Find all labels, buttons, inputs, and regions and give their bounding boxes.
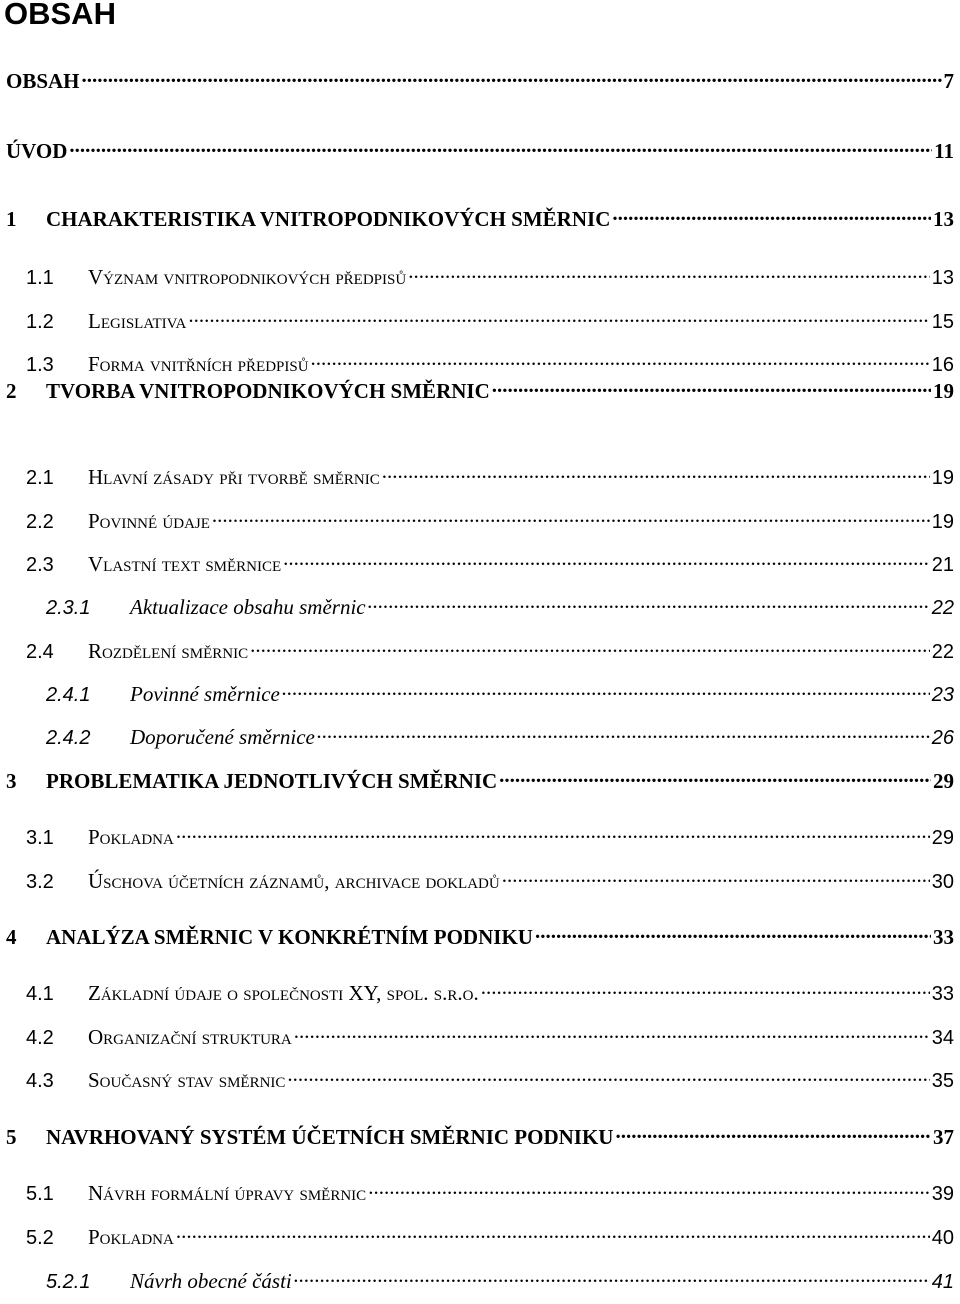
- toc-entry-number: 2.1: [26, 467, 54, 490]
- toc-entry-title: Návrh formální úpravy směrnic: [88, 1181, 367, 1206]
- toc-entry-chapter-2[interactable]: [0, 376, 960, 404]
- toc-entry-chapter-3[interactable]: [0, 766, 960, 794]
- toc-entry-subsection-2-4-1[interactable]: [0, 679, 960, 707]
- dot-leader: [612, 204, 931, 226]
- toc-entry-title: Legislativa: [88, 309, 187, 334]
- toc-entry-section-5-1[interactable]: [0, 1178, 960, 1206]
- toc-entry-number: 3: [6, 769, 17, 794]
- toc-entry-title: Návrh obecné části: [130, 1269, 292, 1294]
- toc-entry-subsection-5-2-1[interactable]: [0, 1266, 960, 1294]
- dot-leader: [188, 306, 929, 328]
- toc-entry-page: 40: [931, 1227, 954, 1250]
- toc-entry-number: 5.2.1: [46, 1271, 91, 1294]
- toc-entry-page: 29: [931, 827, 954, 850]
- toc-entry-title: Rozdělení směrnic: [88, 639, 249, 664]
- toc-entry-number: 4: [6, 925, 17, 950]
- toc-entry-page: 41: [931, 1271, 954, 1294]
- toc-entry-title: OBSAH: [6, 69, 80, 94]
- toc-entry-page: 39: [931, 1183, 954, 1206]
- toc-entry-section-2-1[interactable]: [0, 462, 960, 490]
- dot-leader: [176, 822, 930, 844]
- toc-entry-page: 16: [931, 354, 954, 377]
- dot-leader: [212, 506, 930, 528]
- dot-leader: [502, 866, 930, 888]
- dot-leader: [294, 1022, 930, 1044]
- toc-entry-number: 1.3: [26, 354, 54, 377]
- toc-entry-title: Doporučené směrnice: [130, 725, 315, 750]
- toc-entry-number: 2.2: [26, 511, 54, 534]
- toc-entry-page: 34: [931, 1027, 954, 1050]
- toc-entry-page: 33: [931, 983, 954, 1006]
- toc-entry-title: Význam vnitropodnikových předpisů: [88, 265, 407, 290]
- toc-entry-title: Organizační struktura: [88, 1025, 292, 1050]
- toc-entry-page: 22: [931, 641, 954, 664]
- toc-entry-page: 35: [931, 1070, 954, 1093]
- toc-entry-number: 1: [6, 207, 17, 232]
- toc-entry-title: Úschova účetních záznamů, archivace dokladů: [88, 869, 500, 894]
- toc-entry-chapter-5[interactable]: [0, 1122, 960, 1150]
- dot-leader: [535, 922, 931, 944]
- toc-entry-number: 4.2: [26, 1027, 54, 1050]
- toc-entry-page: 13: [931, 267, 954, 290]
- toc-entry-section-1-1[interactable]: [0, 262, 960, 290]
- dot-leader: [294, 1266, 930, 1288]
- toc-entry-section-2-4[interactable]: [0, 636, 960, 664]
- toc-entry-page: 11: [934, 139, 954, 164]
- toc-entry-number: 3.2: [26, 871, 54, 894]
- toc-entry-title: Forma vnitřních předpisů: [88, 352, 309, 377]
- toc-entry-page: 7: [943, 69, 954, 94]
- toc-entry-section-4-3[interactable]: [0, 1065, 960, 1093]
- toc-entry-section-3-1[interactable]: [0, 822, 960, 850]
- toc-entry-title: PROBLEMATIKA JEDNOTLIVÝCH SMĚRNIC: [46, 769, 498, 794]
- toc-entry-title: ANALÝZA SMĚRNIC V KONKRÉTNÍM PODNIKU: [46, 925, 533, 950]
- toc-entry-page: 19: [933, 379, 954, 404]
- toc-entry-number: 5: [6, 1125, 17, 1150]
- toc-entry-title: NAVRHOVANÝ SYSTÉM ÚČETNÍCH SMĚRNIC PODNIKU: [46, 1125, 614, 1150]
- toc-entry-page: 19: [931, 511, 954, 534]
- toc-entry-chapter-1[interactable]: [0, 204, 960, 232]
- toc-entry-number: 2: [6, 379, 17, 404]
- toc-entry-page: 37: [933, 1125, 954, 1150]
- toc-entry-subsection-2-3-1[interactable]: [0, 592, 960, 620]
- dot-leader: [317, 722, 930, 744]
- dot-leader: [382, 462, 930, 484]
- toc-entry-title: ÚVOD: [6, 139, 68, 164]
- toc-entry-page: 26: [931, 727, 954, 750]
- dot-leader: [492, 376, 931, 398]
- toc-entry-page: 21: [931, 554, 954, 577]
- toc-entry-number: 2.4: [26, 641, 54, 664]
- toc-entry-number: 1.2: [26, 311, 54, 334]
- toc-entry-uvod[interactable]: [0, 136, 960, 164]
- toc-entry-title: Pokladna: [88, 825, 174, 850]
- toc-entry-section-2-2[interactable]: [0, 506, 960, 534]
- toc-entry-number: 5.1: [26, 1183, 54, 1206]
- toc-entry-title: Současný stav směrnic: [88, 1068, 286, 1093]
- toc-entry-page: 15: [931, 311, 954, 334]
- toc-entry-title: Povinné údaje: [88, 509, 210, 534]
- dot-leader: [481, 978, 930, 1000]
- toc-entry-number: 5.2: [26, 1227, 54, 1250]
- toc-entry-title: Vlastní text směrnice: [88, 552, 282, 577]
- dot-leader: [176, 1222, 930, 1244]
- toc-entry-section-1-3[interactable]: [0, 349, 960, 377]
- toc-entry-title: TVORBA VNITROPODNIKOVÝCH SMĚRNIC: [46, 379, 490, 404]
- toc-entry-page: 22: [931, 597, 954, 620]
- toc-entry-number: 1.1: [26, 267, 54, 290]
- dot-leader: [287, 1065, 929, 1087]
- dot-leader: [282, 679, 930, 701]
- toc-entry-page: 13: [933, 207, 954, 232]
- toc-entry-number: 2.3: [26, 554, 54, 577]
- toc-entry-title: Základní údaje o společnosti XY, spol. s.r.o.: [88, 981, 479, 1006]
- dot-leader: [368, 592, 930, 614]
- toc-entry-section-2-3[interactable]: [0, 549, 960, 577]
- toc-entry-section-3-2[interactable]: [0, 866, 960, 894]
- toc-entry-page: 33: [933, 925, 954, 950]
- dot-leader: [82, 66, 942, 88]
- toc-entry-title: Povinné směrnice: [130, 682, 280, 707]
- dot-leader: [250, 636, 930, 658]
- page-heading: OBSAH: [4, 0, 116, 31]
- toc-entry-title: Aktualizace obsahu směrnic: [130, 595, 366, 620]
- dot-leader: [69, 136, 932, 158]
- toc-entry-section-4-1[interactable]: [0, 978, 960, 1006]
- dot-leader: [368, 1178, 930, 1200]
- toc-entry-number: 4.3: [26, 1070, 54, 1093]
- dot-leader: [408, 262, 930, 284]
- toc-entry-number: 3.1: [26, 827, 54, 850]
- toc-entry-obsah[interactable]: [0, 66, 960, 94]
- dot-leader: [615, 1122, 931, 1144]
- toc-entry-title: Pokladna: [88, 1225, 174, 1250]
- toc-entry-page: 19: [931, 467, 954, 490]
- toc-entry-section-1-2[interactable]: [0, 306, 960, 334]
- dot-leader: [499, 766, 931, 788]
- toc-entry-number: 2.4.2: [46, 727, 91, 750]
- dot-leader: [311, 349, 930, 371]
- toc-entry-title: Hlavní zásady při tvorbě směrnic: [88, 465, 380, 490]
- toc-entry-section-4-2[interactable]: [0, 1022, 960, 1050]
- toc-entry-number: 4.1: [26, 983, 54, 1006]
- toc-entry-page: 30: [931, 871, 954, 894]
- toc-entry-subsection-2-4-2[interactable]: [0, 722, 960, 750]
- toc-entry-page: 23: [931, 684, 954, 707]
- toc-entry-section-5-2[interactable]: [0, 1222, 960, 1250]
- toc-entry-number: 2.3.1: [46, 597, 91, 620]
- toc-entry-chapter-4[interactable]: [0, 922, 960, 950]
- toc-entry-title: CHARAKTERISTIKA VNITROPODNIKOVÝCH SMĚRNIC: [46, 207, 611, 232]
- dot-leader: [283, 549, 930, 571]
- toc-entry-page: 29: [933, 769, 954, 794]
- toc-entry-number: 2.4.1: [46, 684, 91, 707]
